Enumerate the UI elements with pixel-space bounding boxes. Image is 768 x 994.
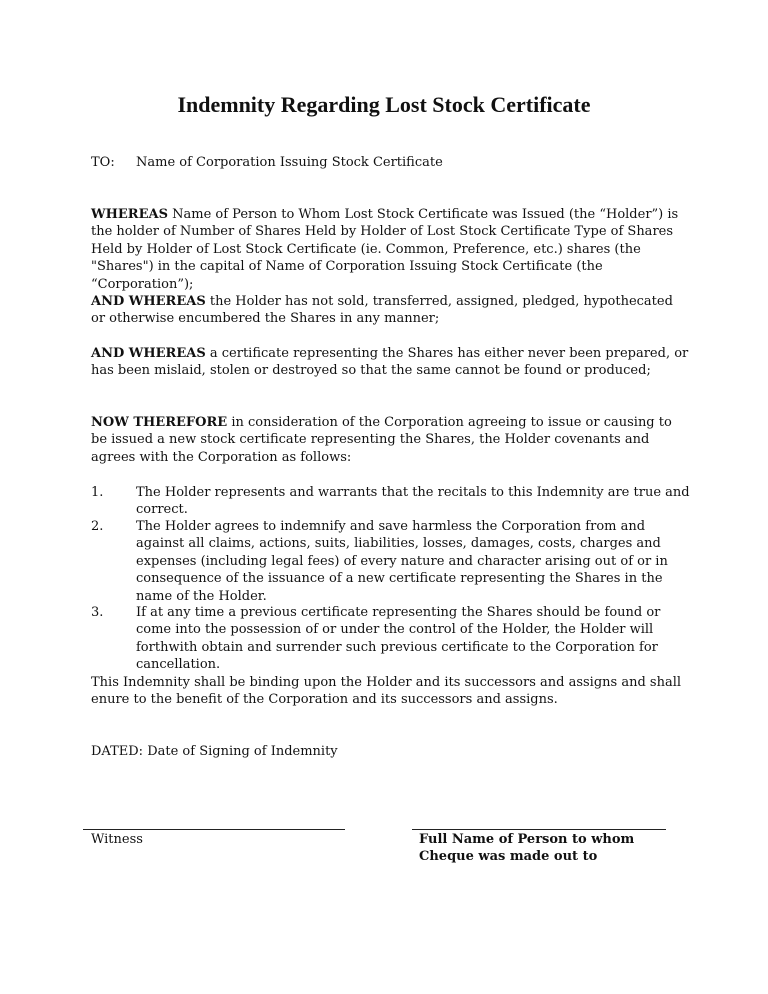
recital-and-whereas-2 [91, 345, 691, 380]
recital-lead: NOW THEREFORE [91, 415, 228, 430]
recital-lead: AND WHEREAS [91, 346, 206, 361]
recital-text: Name of Person to Whom Lost Stock Certificate was Issued (the “Holder”) is the holder of Number of Shares Held by Holder of Lost Stock Certificate Type of Shares Held by Holder of Lost Stock Certificate (ie. Common, Preference, etc.) shares (the "Shares") in the capital of Name of Corporation Issuing Stock Certificate (the “Corporation”); [91, 207, 679, 292]
to-value: Name of Corporation Issuing Stock Certificate [136, 155, 443, 170]
recital-and-whereas-1 [91, 293, 691, 328]
holder-signature-line [412, 829, 666, 830]
clause-text: The Holder represents and warrants that the recitals to this Indemnity are true and correct. [136, 485, 690, 518]
binding-clause: This Indemnity shall be binding upon the Holder and its successors and assigns and shall enure to the benefit of the Corporation and its successors and assigns. [91, 675, 682, 708]
document-title: Indemnity Regarding Lost Stock Certificate [177, 92, 591, 117]
clause-text: If at any time a previous certificate representing the Shares should be found or come into the possession of or under the control of the Holder, the Holder will forthwith obtain and surrender such previous certificate to the Corporation for cancellation. [136, 605, 661, 673]
clause-text: The Holder agrees to indemnify and save harmless the Corporation from and against all claims, actions, suits, liabilities, losses, damages, costs, charges and expenses (including legal fees) of every nature and character arising out of or in consequence of the issuance of a new certificate representing the Shares in the name of the Holder. [136, 519, 668, 604]
clause-number: 1. [91, 485, 104, 500]
witness-label: Witness [91, 832, 143, 847]
to-label: TO: [91, 155, 115, 170]
recital-now-therefore [91, 414, 691, 466]
recital-lead: WHEREAS [91, 207, 168, 222]
witness-signature-line [83, 829, 345, 830]
signer-name-line-1: Full Name of Person to whom [419, 832, 635, 847]
clause-number: 2. [91, 519, 104, 534]
recital-whereas [91, 206, 691, 293]
recital-lead: AND WHEREAS [91, 294, 206, 309]
dated-line: DATED: Date of Signing of Indemnity [91, 744, 338, 759]
recital-text: in consideration of the Corporation agreeing to issue or causing to be issued a new stock certificate representing the Shares, the Holder covenants and agrees with the Corporation as follows: [91, 415, 672, 465]
recital-text: a certificate representing the Shares has either never been prepared, or has been mislaid, stolen or destroyed so that the same cannot be found or produced; [91, 346, 689, 379]
recital-text: the Holder has not sold, transferred, assigned, pledged, hypothecated or otherwise encumbered the Shares in any manner; [91, 294, 673, 327]
addressee-line [91, 154, 443, 171]
clause-number: 3. [91, 605, 104, 620]
signer-name-line-2: Cheque was made out to [419, 849, 598, 864]
